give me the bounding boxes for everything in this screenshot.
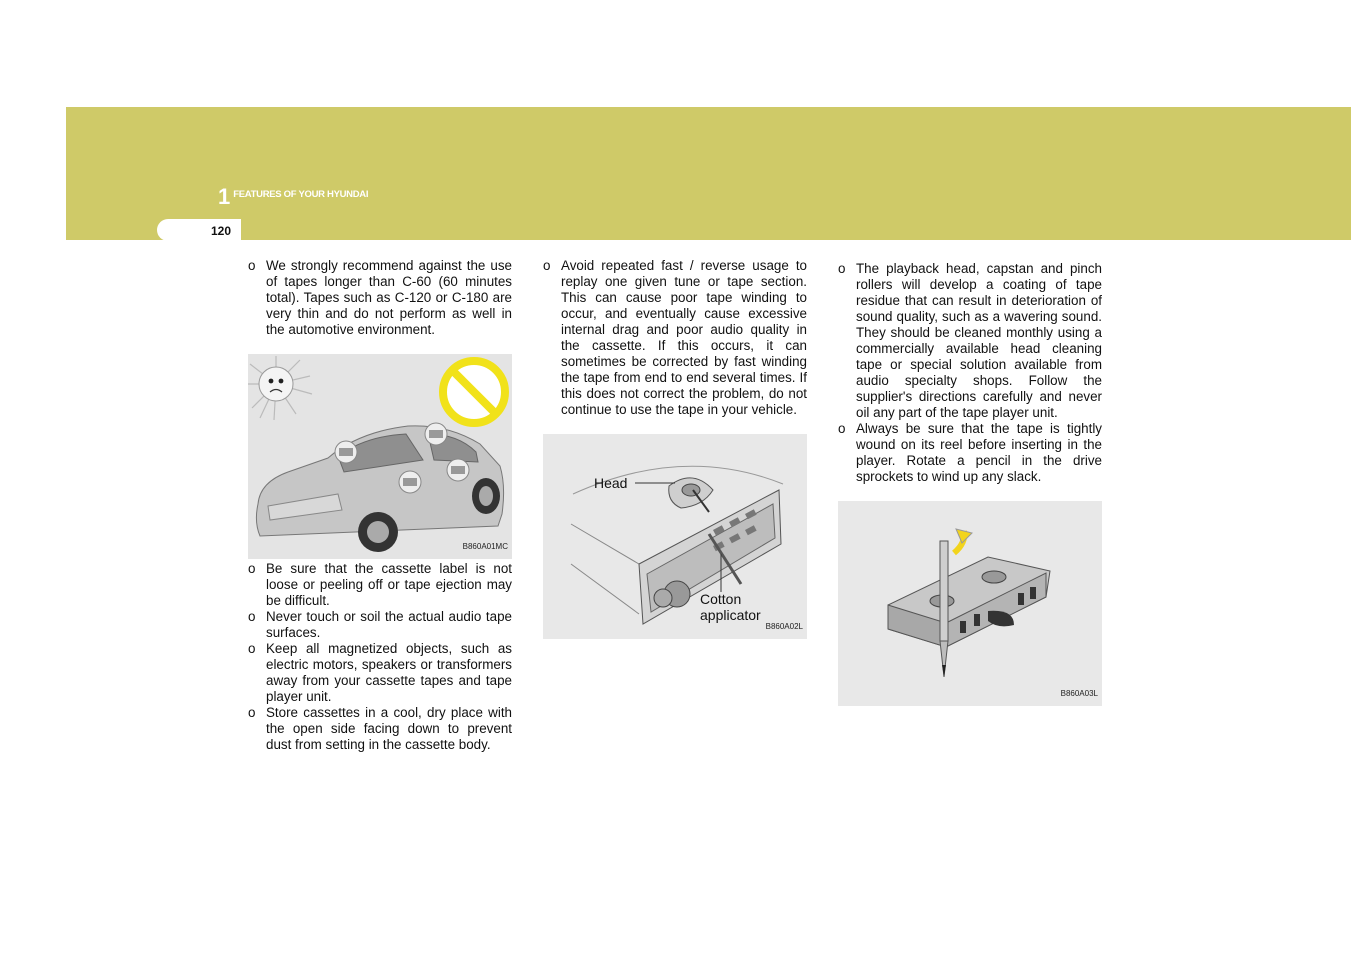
bullet-mark: o [543, 258, 551, 273]
list-item [838, 261, 1102, 421]
bullet-mark: o [248, 258, 256, 273]
tape-player-illustration [543, 434, 807, 639]
header-band [66, 107, 1351, 240]
prohibited-icon [443, 361, 505, 423]
list-item-text: Never touch or soil the actual audio tape surfaces. [266, 609, 512, 640]
label-cotton: Cotton [700, 591, 742, 607]
list-item-text: Store cassettes in a cool, dry place with the open side facing down to prevent dust from setting in the cassette body. [266, 705, 512, 752]
list-item [248, 258, 512, 338]
figure-cassette-pencil [838, 501, 1102, 706]
bullet-mark: o [248, 705, 256, 720]
list-item [248, 641, 512, 705]
bullet-mark: o [838, 421, 846, 436]
car-sun-illustration [248, 354, 512, 559]
list-item [838, 421, 1102, 485]
list-item-text: Be sure that the cassette label is not loose or peeling off or tape ejection may be difficult. [266, 561, 512, 608]
bullet-mark: o [838, 261, 846, 276]
list-item [248, 561, 512, 609]
list-item-text: The playback head, capstan and pinch rollers will develop a coating of tape residue that can result in deterioration of sound quality, such as a wavering sound. They should be cleaned monthly using a commercially available head cleaning tape or special solution available from audio specialty shops. Follow the supplier's directions carefully and never oil any part of the tape player unit. [856, 261, 1102, 420]
figure-tape-head [543, 434, 807, 639]
label-head: Head [594, 475, 628, 491]
chapter-title: FEATURES OF YOUR HYUNDAI [233, 189, 369, 200]
column-1 [248, 258, 512, 753]
chapter-number: 1 [218, 184, 231, 209]
chapter-heading [218, 186, 368, 208]
figure-code: B860A01MC [462, 542, 508, 551]
figure-code: B860A02L [765, 622, 803, 631]
figure-car-sun [248, 354, 512, 559]
label-applicator: applicator [700, 607, 761, 623]
cassette-pencil-illustration [838, 501, 1102, 706]
column-3 [838, 261, 1102, 708]
bullet-mark: o [248, 641, 256, 656]
list-item [543, 258, 807, 418]
list-item [248, 705, 512, 753]
list-item [248, 609, 512, 641]
list-item-text: Avoid repeated fast / reverse usage to replay one given tune or tape section. This can cause poor tape winding to occur, and eventually cause excessive internal drag and poor audio quality in the cassette. If this occurs, it can sometimes be corrected by fast winding the tape from end to end several times. If this does not correct the problem, do not continue to use the tape in your vehicle. [561, 258, 807, 417]
rotate-arrow-icon [954, 529, 972, 553]
list-item-text: Keep all magnetized objects, such as electric motors, speakers or transformers away from your cassette tapes and tape player unit. [266, 641, 512, 704]
list-item-text: Always be sure that the tape is tightly wound on its reel before inserting in the player. Rotate a pencil in the drive sprockets to wind up any slack. [856, 421, 1102, 484]
column-2 [543, 258, 807, 641]
page-number: 120 [211, 224, 232, 238]
bullet-mark: o [248, 609, 256, 624]
figure-code: B860A03L [1060, 689, 1098, 698]
bullet-mark: o [248, 561, 256, 576]
list-item-text: We strongly recommend against the use of tapes longer than C-60 (60 minutes total). Tapes such as C-120 or C-180 are very thin and do not perform as well in the automotive environment. [266, 258, 512, 337]
